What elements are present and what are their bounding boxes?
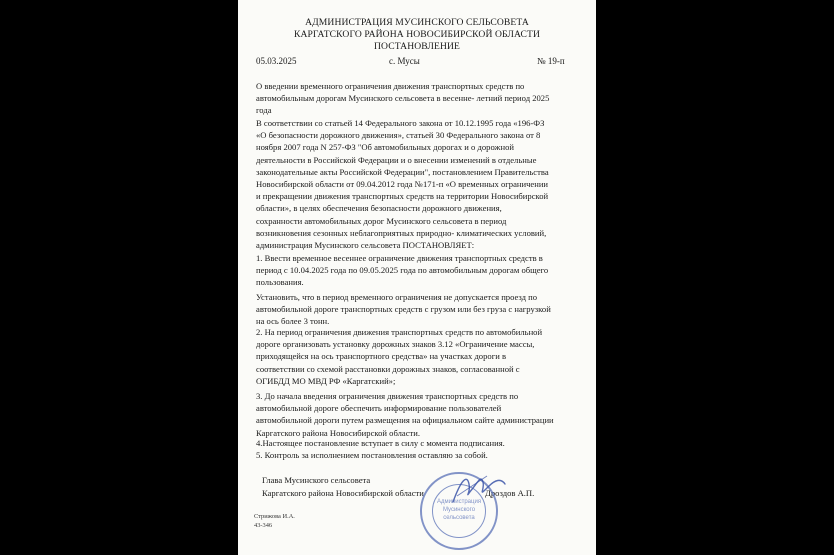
document-date: 05.03.2025 (256, 56, 297, 66)
item-2: 2. На период ограничения движения транспортных средств по автомобильной дороге организовать установку дорожных знаков 3.12 «Ограничение массы, приходящейся на ось транспортного средства» на участках дороги в соответствии со схемой расстановки дорожных знаков, согласованной с ОГИБДД МО МВД РФ «Каргатский»; (256, 327, 543, 386)
stamp-text: Администрация Мусинского сельсовета (436, 499, 482, 521)
header-doc-type: ПОСТАНОВЛЕНИЕ (374, 41, 460, 52)
executor-name: Стрижова И.А. (254, 513, 295, 520)
item-1: 1. Ввести временное весеннее ограничение движения транспортных средств в период с 10.04.2025 года по 09.05.2025 года по автомобильным дорогам общего пользования. (256, 253, 549, 288)
document-place: с. Мусы (389, 56, 420, 66)
signatory-position-line1: Глава Мусинского сельсовета (262, 475, 371, 485)
item-5: 5. Контроль за исполнением постановления оставляю за собой. (256, 450, 488, 460)
document-number: № 19-п (537, 56, 565, 66)
header-district: КАРГАТСКОГО РАЙОНА НОВОСИБИРСКОЙ ОБЛАСТИ (293, 29, 541, 40)
signatory-position-line2: Каргатского района Новосибирской области (262, 488, 424, 498)
document-page (238, 0, 596, 555)
restriction-paragraph: Установить, что в период временного ограничения не допускается проезд по автомобильной дороге транспортных средств с грузом или без груза с нагрузкой на ось более 3 тонн. (256, 292, 551, 327)
executor-phone: 43-346 (254, 522, 273, 529)
header-organization: АДМИНИСТРАЦИЯ МУСИНСКОГО СЕЛЬСОВЕТА (305, 17, 529, 28)
document-title: О введении временного ограничения движения транспортных средств по автомобильным дорогам Мусинского сельсовета в весенне- летний период 2025 года (256, 81, 550, 116)
preamble-paragraph: В соответствии со статьей 14 Федерального закона от 10.12.1995 года «196-ФЗ «О безопасности дорожного движения», статьей 30 Федерального закона от 8 ноября 2007 года N 257-ФЗ "Об автомобильных дорогах и о дорожной деятельности в Российской Федерации и о внесении изменений в отдельные законодательные акты Российской Федерации", постановлением Правительства Новосибирской области от 09.04.2012 года №171-п «О временных ограничении и прекращении движения транспортных средств на территории Новосибирской области», в целях обеспечения безопасности дорожного движения, сохранности автомобильных дорог Мусинского сельсовета в период возникновения сезонных неблагоприятных природно- климатических условий, администрация Мусинского сельсовета ПОСТАНОВЛЯЕТ: (256, 118, 549, 251)
handwritten-signature (443, 470, 513, 510)
signatory-name: Дроздов А.П. (485, 488, 535, 498)
item-4: 4.Настоящее постановление вступает в силу с момента подписания. (256, 438, 505, 448)
item-3: 3. До начала введения ограничения движения транспортных средств по автомобильной дороге обеспечить информирование пользователей автомобильной дороги путем размещения на официальном сайте администрации Каргатского района Новосибирской области. (256, 391, 554, 438)
